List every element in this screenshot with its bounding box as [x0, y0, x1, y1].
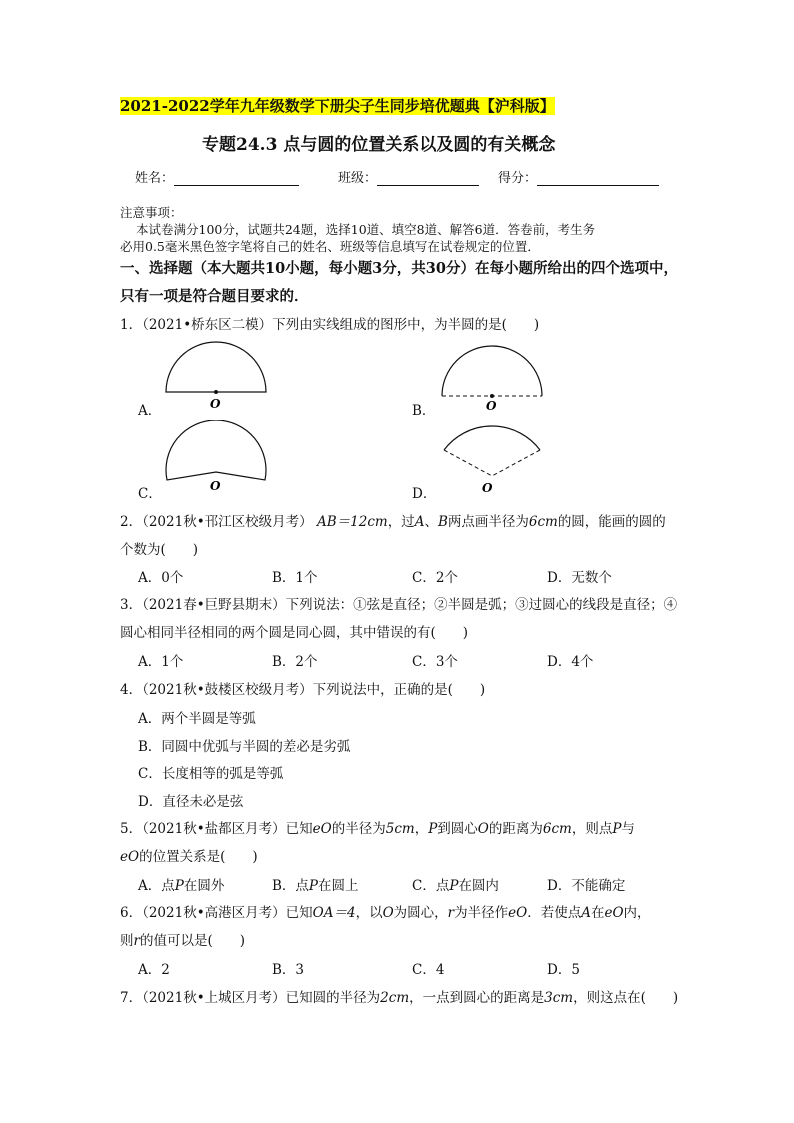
section-instructions-line2: 只有一项是符合题目要求的．	[120, 288, 309, 305]
q2-option-c: C．2个	[412, 570, 458, 586]
opt-text: 在圆上	[318, 878, 359, 894]
q6-center: O	[516, 905, 528, 921]
q1-option-b-label: B．	[412, 403, 436, 419]
circle-symbol: e	[312, 821, 321, 837]
center-label: O	[482, 481, 493, 495]
notice-heading: 注意事项：	[120, 205, 183, 220]
q5-option-c	[412, 874, 499, 894]
q3-option-b: B．2个	[272, 654, 318, 670]
q6-center: O	[612, 905, 624, 921]
q6-text: 则	[120, 933, 134, 949]
q7-distance: 3cm	[544, 990, 574, 1006]
q5-point-p: P	[174, 878, 184, 894]
circle-symbol: e	[604, 905, 613, 921]
question-6-line1	[120, 901, 651, 921]
name-field	[135, 167, 299, 186]
name-label: 姓名：	[135, 171, 175, 186]
class-label: 班级：	[338, 171, 378, 186]
score-label: 得分：	[498, 171, 538, 186]
q2-text: ，过	[387, 514, 415, 530]
series-highlight: 2021-2022学年九年级数学下册尖子生同步培优题典【沪科版】	[120, 97, 555, 115]
q5-text: ，	[414, 821, 429, 837]
q6-option-b: B．3	[272, 962, 305, 978]
q4-option-b: B．同圆中优弧与半圆的差必是劣弧	[138, 739, 351, 755]
q5-text: 的半径为	[331, 821, 386, 837]
q3-option-a: A．1个	[138, 654, 184, 670]
q2-sep: 、	[424, 514, 438, 530]
opt-text: B．点	[272, 878, 309, 894]
q6-option-c: C．4	[412, 962, 445, 978]
q5-distance: 6cm	[542, 821, 572, 837]
q6-point-a: A	[581, 905, 591, 921]
sector-solid	[166, 420, 266, 480]
q5-point-p: P	[449, 878, 459, 894]
q4-option-a: A．两个半圆是等弧	[138, 711, 256, 727]
q4-option-c: C．长度相等的弧是等弧	[138, 766, 284, 782]
q6-radius: r	[447, 905, 455, 921]
q5-text: 到圆心	[437, 821, 478, 837]
q2-text: 两点画半径为	[447, 514, 529, 530]
q5-point-p: P	[308, 878, 319, 894]
q7-text: ，则这点在( )	[573, 990, 679, 1006]
q6-equation: OA＝4	[312, 905, 356, 921]
score-field	[498, 167, 659, 186]
q5-text: ，则点	[571, 821, 613, 837]
opt-text: 在圆内	[458, 878, 499, 894]
q1-option-c-label: C．	[138, 486, 162, 502]
q6-text: 的值可以是( )	[139, 933, 246, 949]
q5-option-d: D．不能确定	[547, 878, 626, 894]
question-1: 1．（2021•桥东区二模）下列由实线组成的图形中，为半圆的是( )	[120, 317, 540, 333]
circle-symbol: e	[120, 849, 128, 865]
semicircle-solid	[166, 342, 266, 392]
q2-point-a: A	[414, 514, 425, 530]
q1-option-d-label: D．	[412, 486, 437, 502]
q5-point-p: P	[612, 821, 622, 837]
q3-option-c: C．3个	[412, 654, 458, 670]
q5-text: 与	[621, 821, 635, 837]
score-blank	[537, 171, 659, 186]
q2-equation: AB＝12cm	[316, 514, 388, 530]
q5-center: O	[128, 849, 140, 865]
q1-option-a-label: A．	[138, 403, 162, 419]
q1-figure-c	[160, 420, 272, 496]
q6-option-a: A．2	[138, 962, 170, 978]
q7-source: 7．（2021秋•上城区月考）已知圆的半径为	[120, 990, 381, 1006]
q2-option-d: D．无数个	[547, 570, 612, 586]
q6-text: 在	[590, 905, 605, 921]
opt-text: A．点	[138, 878, 175, 894]
question-6-line2	[120, 929, 245, 949]
q2-text: 的圆，能画的圆的	[557, 514, 666, 530]
q1-figure-b	[436, 340, 548, 412]
q6-text: 为半径作	[454, 905, 509, 921]
q5-option-a	[138, 874, 224, 894]
q5-text: 的位置关系是( )	[139, 849, 258, 865]
q5-text: 的距离为	[488, 821, 543, 837]
q5-center: O	[320, 821, 332, 837]
q6-radius: r	[133, 933, 140, 949]
arc-solid	[442, 346, 542, 396]
question-2-line2: 个数为( )	[120, 542, 199, 558]
section-instructions-line1: 一、选择题（本大题共10小题，每小题3分，共30分）在每小题所给出的四个选项中，	[120, 260, 678, 277]
question-4: 4．（2021秋•鼓楼区校级月考）下列说法中，正确的是( )	[120, 682, 486, 698]
q2-point-b: B	[437, 514, 448, 530]
notice-line1: 本试卷满分100分，试题共24题，选择10道、填空8道、解答6道．答卷前，考生务	[136, 222, 596, 237]
question-2-line1	[120, 510, 666, 530]
q2-radius: 6cm	[528, 514, 558, 530]
radius-dashed-left	[444, 450, 492, 476]
question-5-line1	[120, 817, 635, 837]
q6-text: ，以	[355, 905, 383, 921]
circle-symbol: e	[508, 905, 517, 921]
q5-option-b	[272, 874, 359, 894]
q6-option-d: D．5	[547, 962, 580, 978]
arc-solid	[444, 426, 540, 450]
series-header	[120, 95, 555, 116]
class-field	[338, 167, 479, 186]
q6-text: ．若使点	[527, 905, 582, 921]
center-point	[214, 390, 218, 394]
q7-radius: 2cm	[380, 990, 410, 1006]
q2-option-b: B．1个	[272, 570, 318, 586]
q3-option-d: D．4个	[547, 654, 594, 670]
opt-text: 在圆外	[183, 878, 225, 894]
q4-option-d: D．直径未必是弦	[138, 794, 244, 810]
q6-source: 6．（2021秋•高港区月考）已知	[120, 905, 313, 921]
radius-dashed-right	[492, 450, 540, 476]
center-label: O	[486, 399, 497, 412]
q1-figure-a	[160, 340, 272, 412]
center-label: O	[210, 397, 221, 411]
q7-text: ，一点到圆心的距离是	[409, 990, 545, 1006]
notice-line2: 必用0.5毫米黑色签字笔将自己的姓名、班级等信息填写在试卷规定的位置．	[120, 239, 540, 254]
q5-point-p: P	[428, 821, 438, 837]
q5-center: O	[477, 821, 489, 837]
question-3-line2: 圆心相同半径相同的两个圆是同心圆，其中错误的有( )	[120, 625, 469, 641]
name-blank	[174, 171, 299, 186]
question-5-line2	[120, 845, 258, 865]
q6-center: O	[382, 905, 394, 921]
q2-source: 2．（2021秋•邗江区校级月考）	[120, 514, 313, 530]
q6-text: 为圆心，	[393, 905, 448, 921]
center-label: O	[210, 479, 221, 493]
class-blank	[377, 171, 479, 186]
page-title: 专题24.3 点与圆的位置关系以及圆的有关概念	[202, 135, 556, 155]
q1-figure-d	[436, 420, 548, 496]
q5-radius: 5cm	[385, 821, 415, 837]
question-7	[120, 986, 678, 1006]
q2-option-a: A．0个	[138, 570, 184, 586]
center-point	[490, 394, 494, 398]
question-3-line1: 3．（2021春•巨野县期末）下列说法：①弦是直径；②半圆是弧；③过圆心的线段是直径；④	[120, 597, 678, 613]
q5-source: 5．（2021秋•盐都区月考）已知	[120, 821, 313, 837]
opt-text: C．点	[412, 878, 450, 894]
q6-text: 内，	[623, 905, 651, 921]
